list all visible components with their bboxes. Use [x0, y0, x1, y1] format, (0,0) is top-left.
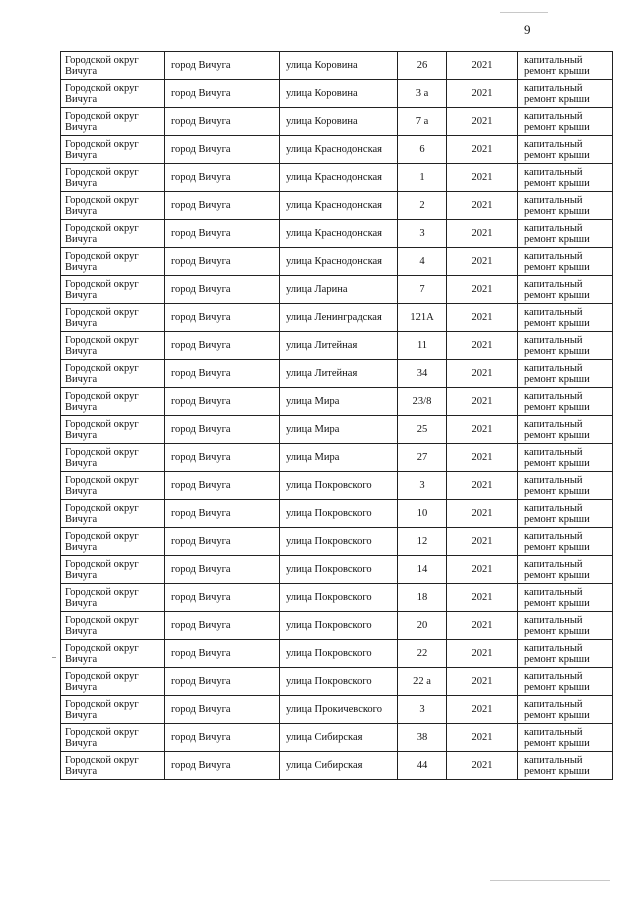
street-cell: улица Краснодонская — [280, 164, 398, 192]
table-row — [61, 164, 613, 192]
house-number-cell: 3 — [398, 696, 447, 724]
table-row — [61, 136, 613, 164]
table-row — [61, 276, 613, 304]
work-type-cell: капитальный ремонт крыши — [518, 752, 613, 780]
house-number-cell: 22 — [398, 640, 447, 668]
street-cell: улица Ларина — [280, 276, 398, 304]
year-cell: 2021 — [447, 360, 518, 388]
work-type-cell: капитальный ремонт крыши — [518, 696, 613, 724]
street-cell: улица Краснодонская — [280, 136, 398, 164]
street-cell: улица Сибирская — [280, 752, 398, 780]
house-number-cell: 14 — [398, 556, 447, 584]
work-type-cell: капитальный ремонт крыши — [518, 164, 613, 192]
work-type-cell: капитальный ремонт крыши — [518, 220, 613, 248]
district-cell: Городской округ Вичуга — [61, 444, 165, 472]
year-cell: 2021 — [447, 52, 518, 80]
house-number-cell: 1 — [398, 164, 447, 192]
work-type-cell: капитальный ремонт крыши — [518, 472, 613, 500]
year-cell: 2021 — [447, 528, 518, 556]
district-cell: Городской округ Вичуга — [61, 220, 165, 248]
district-cell: Городской округ Вичуга — [61, 640, 165, 668]
work-type-cell: капитальный ремонт крыши — [518, 556, 613, 584]
page-number: 9 — [524, 22, 531, 37]
city-cell: город Вичуга — [165, 80, 280, 108]
year-cell: 2021 — [447, 556, 518, 584]
year-cell: 2021 — [447, 136, 518, 164]
city-cell: город Вичуга — [165, 304, 280, 332]
year-cell: 2021 — [447, 500, 518, 528]
street-cell: улица Покровского — [280, 500, 398, 528]
house-number-cell: 22 а — [398, 668, 447, 696]
house-number-cell: 3 — [398, 220, 447, 248]
city-cell: город Вичуга — [165, 444, 280, 472]
house-number-cell: 27 — [398, 444, 447, 472]
table-row — [61, 52, 613, 80]
street-cell: улица Мира — [280, 416, 398, 444]
work-type-cell: капитальный ремонт крыши — [518, 192, 613, 220]
street-cell: улица Мира — [280, 444, 398, 472]
street-cell: улица Литейная — [280, 332, 398, 360]
work-type-cell: капитальный ремонт крыши — [518, 108, 613, 136]
street-cell: улица Краснодонская — [280, 192, 398, 220]
year-cell: 2021 — [447, 388, 518, 416]
district-cell: Городской округ Вичуга — [61, 304, 165, 332]
work-type-cell: капитальный ремонт крыши — [518, 724, 613, 752]
district-cell: Городской округ Вичуга — [61, 416, 165, 444]
table-row — [61, 668, 613, 696]
year-cell: 2021 — [447, 192, 518, 220]
city-cell: город Вичуга — [165, 612, 280, 640]
house-number-cell: 3 а — [398, 80, 447, 108]
work-type-cell: капитальный ремонт крыши — [518, 640, 613, 668]
year-cell: 2021 — [447, 220, 518, 248]
work-type-cell: капитальный ремонт крыши — [518, 528, 613, 556]
year-cell: 2021 — [447, 696, 518, 724]
district-cell: Городской округ Вичуга — [61, 668, 165, 696]
work-type-cell: капитальный ремонт крыши — [518, 304, 613, 332]
district-cell: Городской округ Вичуга — [61, 696, 165, 724]
city-cell: город Вичуга — [165, 528, 280, 556]
house-number-cell: 121А — [398, 304, 447, 332]
street-cell: улица Покровского — [280, 556, 398, 584]
street-cell: улица Краснодонская — [280, 220, 398, 248]
street-cell: улица Покровского — [280, 612, 398, 640]
scan-artifact-top — [500, 12, 548, 13]
city-cell: город Вичуга — [165, 668, 280, 696]
district-cell: Городской округ Вичуга — [61, 276, 165, 304]
work-type-cell: капитальный ремонт крыши — [518, 584, 613, 612]
city-cell: город Вичуга — [165, 500, 280, 528]
street-cell: улица Мира — [280, 388, 398, 416]
district-cell: Городской округ Вичуга — [61, 724, 165, 752]
district-cell: Городской округ Вичуга — [61, 556, 165, 584]
work-type-cell: капитальный ремонт крыши — [518, 500, 613, 528]
table-row — [61, 752, 613, 780]
house-number-cell: 7 — [398, 276, 447, 304]
work-type-cell: капитальный ремонт крыши — [518, 388, 613, 416]
district-cell: Городской округ Вичуга — [61, 52, 165, 80]
work-type-cell: капитальный ремонт крыши — [518, 52, 613, 80]
table-row — [61, 416, 613, 444]
street-cell: улица Покровского — [280, 584, 398, 612]
table-row — [61, 696, 613, 724]
table-row — [61, 80, 613, 108]
district-cell: Городской округ Вичуга — [61, 248, 165, 276]
house-number-cell: 18 — [398, 584, 447, 612]
scan-artifact-bottom — [490, 880, 610, 881]
street-cell: улица Краснодонская — [280, 248, 398, 276]
house-number-cell: 26 — [398, 52, 447, 80]
year-cell: 2021 — [447, 248, 518, 276]
house-number-cell: 12 — [398, 528, 447, 556]
table-row — [61, 332, 613, 360]
house-number-cell: 34 — [398, 360, 447, 388]
street-cell: улица Покровского — [280, 668, 398, 696]
district-cell: Городской округ Вичуга — [61, 752, 165, 780]
work-type-cell: капитальный ремонт крыши — [518, 248, 613, 276]
district-cell: Городской округ Вичуга — [61, 584, 165, 612]
table-body — [61, 52, 613, 780]
year-cell: 2021 — [447, 612, 518, 640]
house-number-cell: 23/8 — [398, 388, 447, 416]
street-cell: улица Покровского — [280, 472, 398, 500]
year-cell: 2021 — [447, 640, 518, 668]
city-cell: город Вичуга — [165, 696, 280, 724]
city-cell: город Вичуга — [165, 640, 280, 668]
house-number-cell: 2 — [398, 192, 447, 220]
street-cell: улица Покровского — [280, 640, 398, 668]
table-row — [61, 724, 613, 752]
district-cell: Городской округ Вичуга — [61, 192, 165, 220]
city-cell: город Вичуга — [165, 388, 280, 416]
house-number-cell: 25 — [398, 416, 447, 444]
street-cell: улица Ленинградская — [280, 304, 398, 332]
city-cell: город Вичуга — [165, 752, 280, 780]
street-cell: улица Коровина — [280, 52, 398, 80]
year-cell: 2021 — [447, 164, 518, 192]
house-number-cell: 44 — [398, 752, 447, 780]
table-row — [61, 612, 613, 640]
city-cell: город Вичуга — [165, 584, 280, 612]
street-cell: улица Прокичевского — [280, 696, 398, 724]
year-cell: 2021 — [447, 108, 518, 136]
city-cell: город Вичуга — [165, 164, 280, 192]
house-number-cell: 11 — [398, 332, 447, 360]
table-row — [61, 304, 613, 332]
work-type-cell: капитальный ремонт крыши — [518, 136, 613, 164]
table-row — [61, 500, 613, 528]
house-number-cell: 10 — [398, 500, 447, 528]
house-number-cell: 20 — [398, 612, 447, 640]
scan-artifact-left — [52, 657, 56, 658]
year-cell: 2021 — [447, 80, 518, 108]
table-row — [61, 556, 613, 584]
year-cell: 2021 — [447, 472, 518, 500]
district-cell: Городской округ Вичуга — [61, 360, 165, 388]
year-cell: 2021 — [447, 752, 518, 780]
roof-repair-table — [60, 51, 613, 780]
work-type-cell: капитальный ремонт крыши — [518, 612, 613, 640]
city-cell: город Вичуга — [165, 332, 280, 360]
work-type-cell: капитальный ремонт крыши — [518, 276, 613, 304]
district-cell: Городской округ Вичуга — [61, 472, 165, 500]
street-cell: улица Сибирская — [280, 724, 398, 752]
city-cell: город Вичуга — [165, 724, 280, 752]
year-cell: 2021 — [447, 584, 518, 612]
table-row — [61, 360, 613, 388]
street-cell: улица Коровина — [280, 108, 398, 136]
work-type-cell: капитальный ремонт крыши — [518, 668, 613, 696]
year-cell: 2021 — [447, 332, 518, 360]
district-cell: Городской округ Вичуга — [61, 108, 165, 136]
table-row — [61, 584, 613, 612]
street-cell: улица Коровина — [280, 80, 398, 108]
district-cell: Городской округ Вичуга — [61, 332, 165, 360]
year-cell: 2021 — [447, 668, 518, 696]
table-row — [61, 640, 613, 668]
city-cell: город Вичуга — [165, 52, 280, 80]
year-cell: 2021 — [447, 276, 518, 304]
city-cell: город Вичуга — [165, 416, 280, 444]
house-number-cell: 4 — [398, 248, 447, 276]
year-cell: 2021 — [447, 304, 518, 332]
house-number-cell: 6 — [398, 136, 447, 164]
city-cell: город Вичуга — [165, 108, 280, 136]
table-row — [61, 444, 613, 472]
city-cell: город Вичуга — [165, 248, 280, 276]
house-number-cell: 3 — [398, 472, 447, 500]
table-row — [61, 220, 613, 248]
city-cell: город Вичуга — [165, 192, 280, 220]
work-type-cell: капитальный ремонт крыши — [518, 444, 613, 472]
city-cell: город Вичуга — [165, 360, 280, 388]
year-cell: 2021 — [447, 444, 518, 472]
street-cell: улица Литейная — [280, 360, 398, 388]
district-cell: Городской округ Вичуга — [61, 500, 165, 528]
district-cell: Городской округ Вичуга — [61, 80, 165, 108]
work-type-cell: капитальный ремонт крыши — [518, 360, 613, 388]
year-cell: 2021 — [447, 724, 518, 752]
table-row — [61, 108, 613, 136]
year-cell: 2021 — [447, 416, 518, 444]
city-cell: город Вичуга — [165, 276, 280, 304]
table-row — [61, 388, 613, 416]
city-cell: город Вичуга — [165, 556, 280, 584]
work-type-cell: капитальный ремонт крыши — [518, 332, 613, 360]
district-cell: Городской округ Вичуга — [61, 136, 165, 164]
house-number-cell: 38 — [398, 724, 447, 752]
city-cell: город Вичуга — [165, 136, 280, 164]
district-cell: Городской округ Вичуга — [61, 388, 165, 416]
table-row — [61, 248, 613, 276]
table-row — [61, 472, 613, 500]
district-cell: Городской округ Вичуга — [61, 528, 165, 556]
city-cell: город Вичуга — [165, 472, 280, 500]
work-type-cell: капитальный ремонт крыши — [518, 416, 613, 444]
district-cell: Городской округ Вичуга — [61, 612, 165, 640]
house-number-cell: 7 а — [398, 108, 447, 136]
table-row — [61, 192, 613, 220]
street-cell: улица Покровского — [280, 528, 398, 556]
work-type-cell: капитальный ремонт крыши — [518, 80, 613, 108]
table-row — [61, 528, 613, 556]
district-cell: Городской округ Вичуга — [61, 164, 165, 192]
city-cell: город Вичуга — [165, 220, 280, 248]
